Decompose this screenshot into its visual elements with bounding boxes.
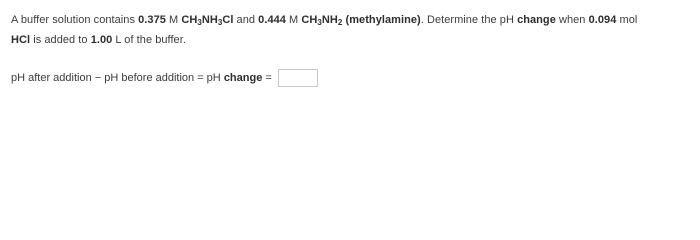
ph-change-input[interactable] <box>278 69 318 87</box>
answer-row <box>11 67 318 89</box>
acid-moles: 0.094 <box>588 14 617 26</box>
base-formula: $CH_3NH_2$ <box>301 14 343 27</box>
problem-text: M <box>165 14 182 26</box>
buffer-volume: 1.00 <box>90 34 113 46</box>
answer-label: pH after addition − pH before addition = pH change = <box>11 72 272 84</box>
base-name: (methylamine) <box>342 14 421 26</box>
salt-concentration: 0.375 <box>138 14 166 26</box>
problem-text: is added to <box>30 34 91 46</box>
problem-text: and <box>233 14 259 26</box>
problem-text: M <box>285 14 302 26</box>
problem-statement <box>11 10 691 50</box>
problem-text: . Determine the pH <box>420 14 518 26</box>
problem-text: mol <box>616 14 638 26</box>
change-word: change <box>517 14 556 26</box>
problem-text: L of the buffer. <box>112 34 186 46</box>
problem-text: when <box>555 14 589 26</box>
base-concentration: 0.444 <box>258 14 286 26</box>
problem-text: A buffer solution contains <box>11 14 139 26</box>
acid-formula: HCl <box>11 34 31 46</box>
salt-formula: $CH_3NH_3Cl$ <box>181 14 234 27</box>
